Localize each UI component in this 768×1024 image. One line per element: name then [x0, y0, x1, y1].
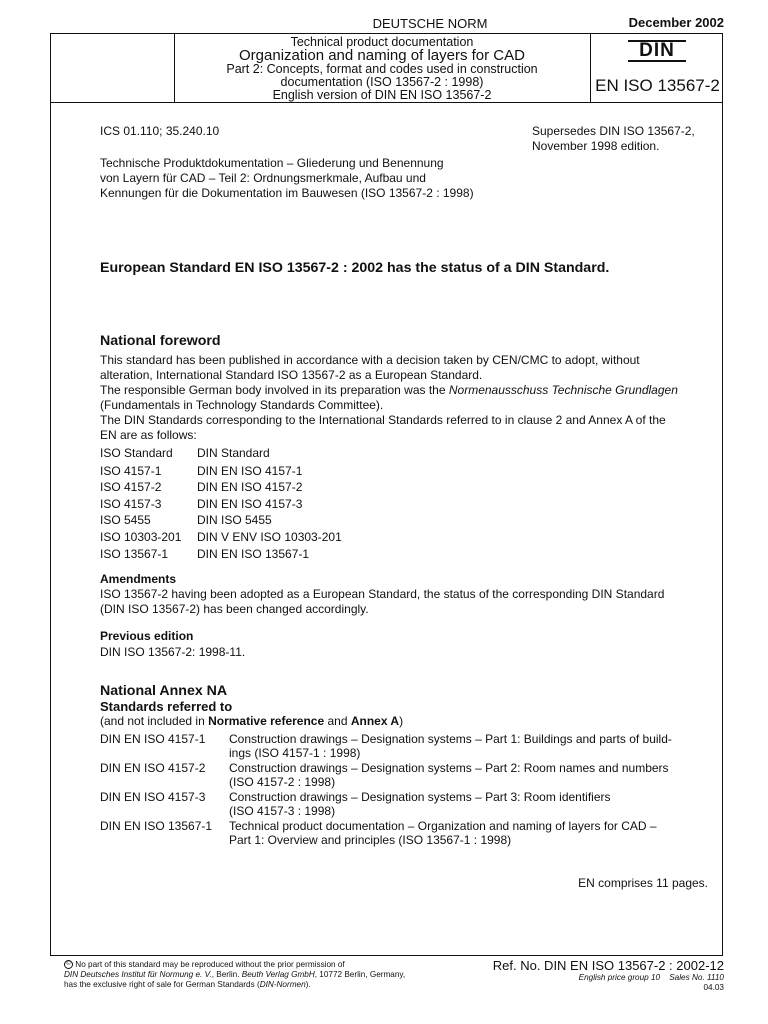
reference-text [229, 819, 707, 847]
foreword-para1-line2: alteration, International Standard ISO 13567-2 as a European Standard. [100, 368, 483, 382]
table-cell-iso: ISO 4157-1 [100, 463, 162, 478]
print-code: 04.03 [703, 983, 724, 992]
title-line-1: Technical product documentation [290, 35, 474, 49]
table-row [100, 496, 342, 513]
reference-text-line-1: Construction drawings – Designation systems – Part 3: Room identifiers [229, 790, 611, 804]
copyright-text-1: No part of this standard may be reproduced without the prior permission of [75, 960, 345, 969]
previous-edition-heading: Previous edition [100, 629, 194, 643]
table-row [100, 512, 342, 529]
supersedes-note [532, 124, 695, 154]
foreword-para2-line1 [100, 383, 712, 398]
foreword-para2-prefix: The responsible German body involved in its preparation was the [100, 383, 449, 397]
reference-code: DIN EN ISO 4157-3 [100, 790, 206, 804]
annex-note-mid: and [324, 714, 351, 728]
national-annex-heading: National Annex NA [100, 683, 228, 699]
price-info [493, 973, 724, 983]
price-group: English price group 10 [578, 973, 661, 982]
german-title [100, 156, 474, 201]
table-cell-din: DIN EN ISO 4157-1 [197, 463, 303, 478]
supersedes-line-2: November 1998 edition. [532, 139, 660, 153]
table-row [100, 463, 342, 480]
norm-label: DEUTSCHE NORM [372, 16, 488, 31]
table-row [100, 479, 342, 496]
publication-date: December 2002 [628, 15, 724, 30]
table-row [100, 546, 342, 563]
standards-referred-heading: Standards referred to [100, 699, 233, 714]
table-header-iso: ISO Standard [100, 446, 173, 460]
annex-note-suffix: ) [399, 714, 404, 728]
reference-text-line-2: ings (ISO 4157-1 : 1998) [229, 746, 361, 760]
amendments-heading: Amendments [100, 572, 177, 586]
din-institute-name: DIN Deutsches Institut für Normung e. V. [64, 970, 212, 979]
document-title [176, 36, 588, 102]
copyright-line-2 [64, 970, 405, 980]
reference-row [100, 732, 710, 762]
foreword-para3-line1: The DIN Standards corresponding to the International Standards referred to in clause 2 and Annex A of the [100, 413, 666, 427]
table-cell-iso: ISO 4157-3 [100, 496, 162, 511]
amendments-line-2: (DIN ISO 13567-2) has been changed accordingly. [100, 602, 369, 616]
sale-rights-suffix: ). [305, 980, 311, 989]
reference-text [229, 761, 707, 789]
reference-text [229, 732, 707, 760]
reference-code: DIN EN ISO 4157-1 [100, 732, 206, 746]
national-foreword-heading: National foreword [100, 333, 221, 349]
annex-note-normative: Normative reference [208, 714, 325, 728]
header-divider-right [590, 33, 591, 103]
table-header [100, 445, 342, 462]
status-statement: European Standard EN ISO 13567-2 : 2002 has the status of a DIN Standard. [100, 260, 610, 276]
table-cell-iso: ISO 5455 [100, 513, 151, 528]
table-cell-din: DIN V ENV ISO 10303-201 [197, 529, 342, 544]
title-line-4: documentation (ISO 13567-2 : 1998) [280, 75, 484, 89]
table-cell-din: DIN ISO 5455 [197, 513, 272, 528]
reference-row [100, 819, 710, 849]
header-divider-left [174, 33, 175, 103]
national-foreword-body [100, 353, 712, 443]
table-cell-iso: ISO 4157-2 [100, 480, 162, 495]
table-cell-din: DIN EN ISO 4157-3 [197, 496, 303, 511]
sales-number: Sales No. 1110 [669, 973, 724, 982]
german-title-line-1: Technische Produktdokumentation – Gliederung und Benennung [100, 156, 444, 170]
footer-reference [493, 958, 724, 993]
foreword-para2-line2: (Fundamentals in Technology Standards Committee). [100, 398, 384, 412]
publisher-name: Beuth Verlag GmbH [241, 970, 315, 979]
previous-edition-text: DIN ISO 13567-2: 1998-11. [100, 645, 246, 659]
copyright-notice [64, 960, 405, 990]
reference-number: Ref. No. DIN EN ISO 13567-2 : 2002-12 [492, 958, 724, 973]
foreword-para1-line1: This standard has been published in accordance with a decision taken by CEN/CMC to adopt, without [100, 353, 640, 367]
foreword-para3-line2: EN are as follows: [100, 428, 197, 442]
table-cell-din: DIN EN ISO 4157-2 [197, 480, 303, 495]
reference-text-line-2: (ISO 4157-2 : 1998) [229, 775, 336, 789]
annex-note-annex: Annex A [350, 714, 400, 728]
committee-name: Normenausschuss Technische Grundlagen [448, 383, 678, 397]
reference-code: DIN EN ISO 13567-1 [100, 819, 213, 833]
german-title-line-3: Kennungen für die Dokumentation im Bauwesen (ISO 13567-2 : 1998) [100, 186, 474, 200]
copyright-city: , Berlin. [211, 970, 242, 979]
publisher-address: , 10772 Berlin, Germany, [314, 970, 406, 979]
standard-number: EN ISO 13567-2 [595, 76, 720, 95]
reference-text [229, 790, 707, 818]
table-cell-iso: ISO 13567-1 [100, 546, 169, 561]
correspondence-table [100, 445, 342, 562]
reference-row [100, 790, 710, 820]
page-count-note: EN comprises 11 pages. [578, 876, 708, 890]
table-cell-din: DIN EN ISO 13567-1 [197, 546, 310, 561]
ics-code: ICS 01.110; 35.240.10 [100, 124, 220, 138]
table-cell-iso: ISO 10303-201 [100, 529, 182, 544]
table-header-din: DIN Standard [197, 446, 270, 460]
supersedes-line-1: Supersedes DIN ISO 13567-2, [532, 124, 695, 138]
copyright-line-3 [64, 980, 405, 990]
reference-text-line-2: (ISO 4157-3 : 1998) [229, 804, 336, 818]
annex-note-prefix: (and not included in [100, 714, 209, 728]
reference-text-line-1: Construction drawings – Designation systems – Part 1: Buildings and parts of build- [229, 732, 672, 746]
table-row [100, 529, 342, 546]
german-title-line-2: von Layern für CAD – Teil 2: Ordnungsmerkmale, Aufbau und [100, 171, 426, 185]
title-line-5: English version of DIN EN ISO 13567-2 [272, 88, 492, 102]
reference-code: DIN EN ISO 4157-2 [100, 761, 206, 775]
title-line-2: Organization and naming of layers for CAD [239, 47, 525, 64]
reference-text-line-1: Technical product documentation – Organization and naming of layers for CAD – [229, 819, 657, 833]
amendments-line-1: ISO 13567-2 having been adopted as a European Standard, the status of the corresponding DIN Standard [100, 587, 665, 601]
din-logo: DIN [628, 40, 686, 62]
title-line-3: Part 2: Concepts, format and codes used in construction [226, 62, 538, 76]
amendments-body [100, 587, 664, 617]
copyright-icon: © [64, 960, 73, 969]
annex-note [100, 714, 403, 729]
reference-text-line-2: Part 1: Overview and principles (ISO 13567-1 : 1998) [229, 833, 512, 847]
reference-row [100, 761, 710, 791]
sale-rights-prefix: has the exclusive right of sale for German Standards ( [64, 980, 260, 989]
copyright-line-1 [64, 960, 405, 970]
reference-text-line-1: Construction drawings – Designation systems – Part 2: Room names and numbers [229, 761, 669, 775]
din-normen-label: DIN-Normen [259, 980, 306, 989]
